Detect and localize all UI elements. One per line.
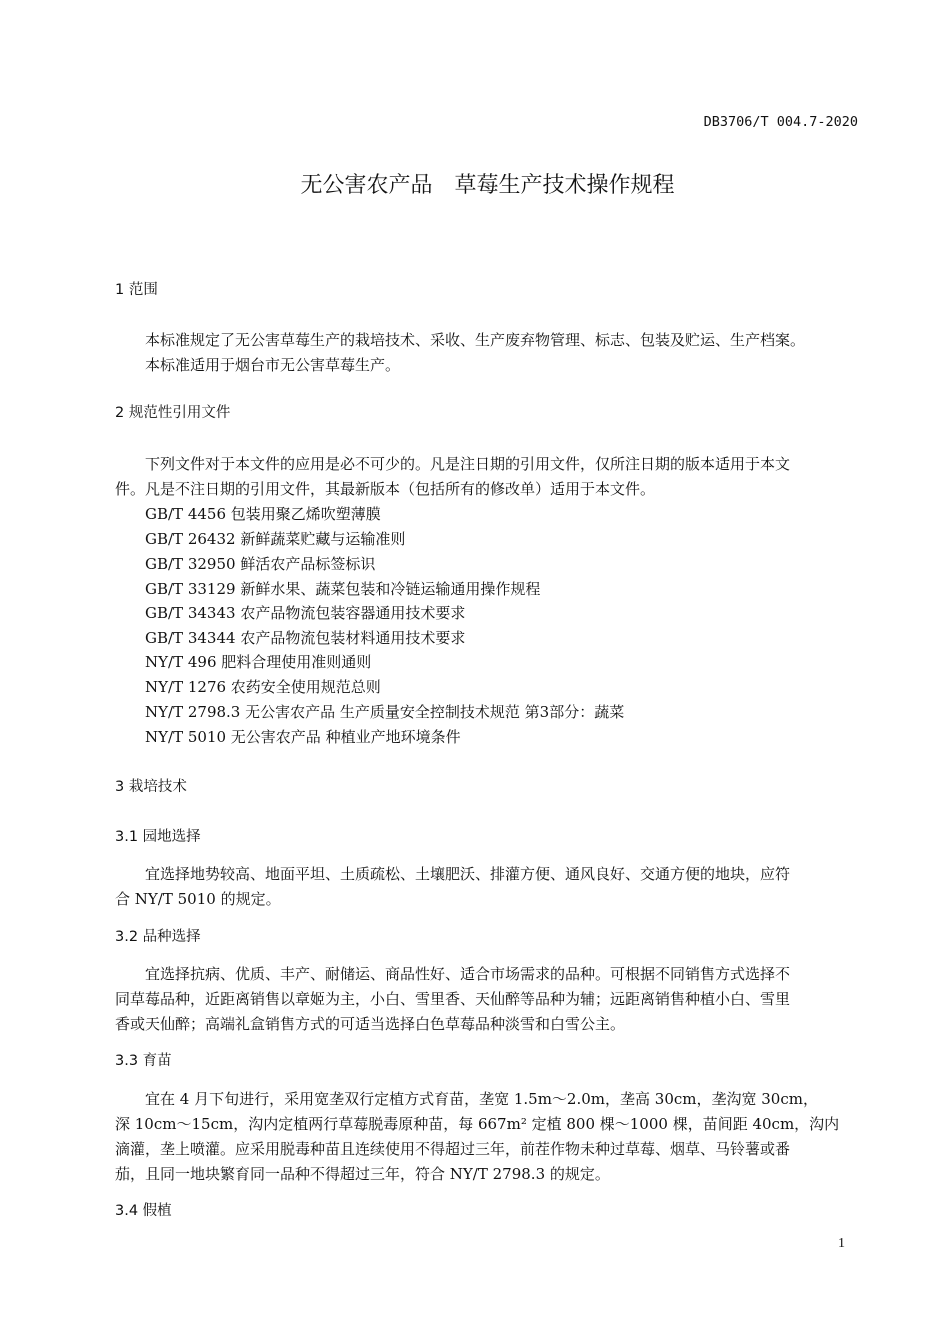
subsection-heading: 3.4 假植 bbox=[115, 1203, 172, 1219]
paragraph-line: 合 NY/T 5010 的规定。 bbox=[115, 890, 281, 908]
paragraph-line: 本标准规定了无公害草莓生产的栽培技术、采收、生产废弃物管理、标志、包装及贮运、生产档案。 bbox=[145, 331, 806, 349]
reference-item: GB/T 34343 农产品物流包装容器通用技术要求 bbox=[145, 604, 466, 622]
paragraph-line: 宜选择抗病、优质、丰产、耐储运、商品性好、适合市场需求的品种。可根据不同销售方式选择不 bbox=[145, 965, 791, 983]
reference-item: NY/T 5010 无公害农产品 种植业产地环境条件 bbox=[145, 728, 461, 746]
reference-item: NY/T 2798.3 无公害农产品 生产质量安全控制技术规范 第3部分：蔬菜 bbox=[145, 703, 625, 721]
paragraph-line: 下列文件对于本文件的应用是必不可少的。凡是注日期的引用文件，仅所注日期的版本适用于本文 bbox=[145, 455, 791, 473]
paragraph-line: 深 10cm～15cm，沟内定植两行草莓脱毒原种苗，每 667m² 定植 800 棵～1000 棵，苗间距 40cm，沟内 bbox=[115, 1115, 840, 1133]
reference-item: GB/T 34344 农产品物流包装材料通用技术要求 bbox=[145, 629, 466, 647]
paragraph-line: 件。凡是不注日期的引用文件，其最新版本（包括所有的修改单）适用于本文件。 bbox=[115, 480, 656, 498]
reference-item: GB/T 33129 新鲜水果、蔬菜包装和冷链运输通用操作规程 bbox=[145, 580, 541, 598]
section-heading: 2 规范性引用文件 bbox=[115, 405, 231, 421]
reference-item: NY/T 496 肥料合理使用准则通则 bbox=[145, 653, 372, 671]
paragraph-line: 香或天仙醉；高端礼盒销售方式的可适当选择白色草莓品种淡雪和白雪公主。 bbox=[115, 1015, 626, 1033]
page-number: 1 bbox=[838, 1236, 845, 1251]
paragraph-line: 同草莓品种，近距离销售以章姬为主，小白、雪里香、天仙醉等品种为辅；远距离销售种植小白、雪里 bbox=[115, 990, 791, 1008]
section-heading: 1 范围 bbox=[115, 282, 158, 298]
reference-item: GB/T 26432 新鲜蔬菜贮藏与运输准则 bbox=[145, 530, 406, 548]
section-heading: 3 栽培技术 bbox=[115, 779, 187, 795]
subsection-heading: 3.2 品种选择 bbox=[115, 929, 201, 945]
document-title: 无公害农产品 草莓生产技术操作规程 bbox=[300, 173, 675, 198]
paragraph-line: 宜在 4 月下旬进行，采用宽垄双行定植方式育苗，垄宽 1.5m～2.0m，垄高 30cm，垄沟宽 30cm， bbox=[145, 1090, 818, 1108]
paragraph-line: 滴灌，垄上喷灌。应采用脱毒种苗且连续使用不得超过三年，前茬作物未种过草莓、烟草、马铃薯或番 bbox=[115, 1140, 791, 1158]
paragraph-line: 宜选择地势较高、地面平坦、土质疏松、土壤肥沃、排灌方便、通风良好、交通方便的地块，应符 bbox=[145, 865, 791, 883]
reference-item: GB/T 4456 包装用聚乙烯吹塑薄膜 bbox=[145, 505, 381, 523]
subsection-heading: 3.3 育苗 bbox=[115, 1053, 172, 1069]
subsection-heading: 3.1 园地选择 bbox=[115, 829, 201, 845]
reference-item: NY/T 1276 农药安全使用规范总则 bbox=[145, 678, 381, 696]
document-code: DB3706/T 004.7-2020 bbox=[703, 114, 858, 130]
reference-item: GB/T 32950 鲜活农产品标签标识 bbox=[145, 555, 376, 573]
paragraph-line: 本标准适用于烟台市无公害草莓生产。 bbox=[145, 356, 401, 374]
paragraph-line: 茄，且同一地块繁育同一品种不得超过三年，符合 NY/T 2798.3 的规定。 bbox=[115, 1165, 610, 1183]
